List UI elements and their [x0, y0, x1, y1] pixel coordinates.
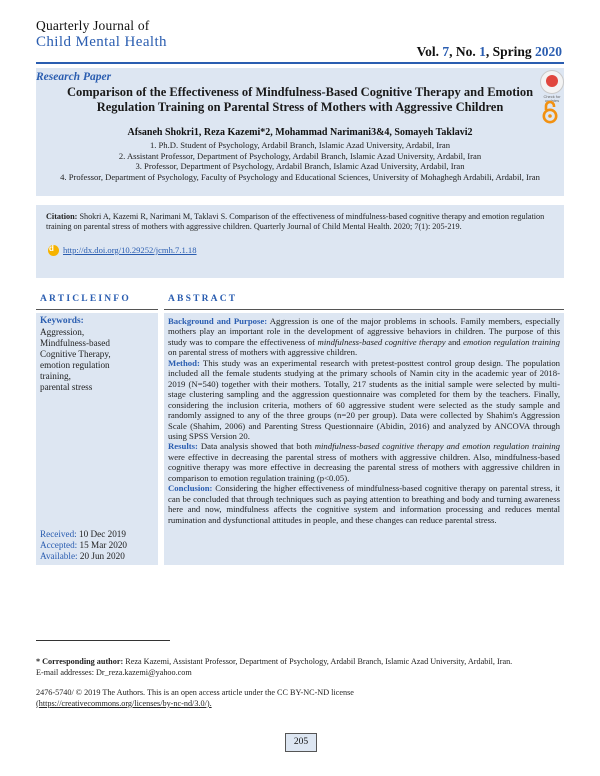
affiliations	[46, 140, 554, 182]
page-number: 205	[285, 733, 317, 752]
affiliation-3: 3. Professor, Department of Psychology, Ardabil Branch, Islamic Azad University, Ardabil, Iran	[135, 161, 465, 172]
doi-link[interactable]: http://dx.doi.org/10.29252/jcmh.7.1.18	[63, 245, 197, 255]
divider	[164, 309, 564, 310]
article-info-heading: ARTICLEINFO	[40, 294, 131, 304]
keyword: Mindfulness-based	[40, 338, 110, 348]
keyword: Aggression,	[40, 327, 85, 337]
affiliation-1: 1. Ph.D. Student of Psychology, Ardabil Branch, Islamic Azad University, Ardabil, Iran	[149, 140, 451, 150]
accepted-date: Accepted: 15 Mar 2020	[40, 540, 128, 550]
check-for-updates-icon[interactable]	[540, 70, 564, 103]
abstract-results: Results: Data analysis showed that both mindfulness-based cognitive therapy and emotion regulation training were effective in decreasing the parental stress of mothers with aggressive children. Also, mindfulness-based cognitive therapy was more effective in decreasing the parental stress of mothers with aggressive children in comparison to emotion regulation training (p<0.05).	[168, 441, 561, 483]
abstract-background: Background and Purpose: Aggression is one of the major problems in schools. Family members, especially mothers play an important role in the development of aggressive behaviors in children. The purpose of this study was to compare the effectiveness of mindfulness-based cognitive therapy and emotion regulation training on parental stress of mothers with aggressive children.	[168, 316, 560, 358]
corresponding-email: E-mail addresses: Dr_reza.kazemi@yahoo.com	[36, 667, 192, 677]
article-dates	[40, 529, 127, 562]
journal-name-line1: Quarterly Journal of	[36, 18, 150, 33]
footnote-rule	[36, 640, 170, 641]
author-list: Afsaneh Shokri1, Reza Kazemi*2, Mohammad Narimani3&4, Somayeh Taklavi2	[127, 127, 473, 138]
license-link[interactable]: (https://creativecommons.org/licenses/by-nc-nd/3.0/).	[36, 698, 212, 708]
abstract-body	[168, 316, 560, 525]
keywords-list	[40, 327, 154, 393]
abstract-conclusion: Conclusion: Considering the higher effectiveness of mindfulness-based cognitive therapy on parental stress, it can be concluded that through techniques such as paying attention to breathing and body and turning awareness here and now, mindfulness affects the cognitive system and information processing and reduces mental rumination and dysfunctional attitudes in people, and these changes can reduce parental stress.	[168, 483, 560, 525]
doi-icon: d	[48, 245, 59, 256]
journal-name-line2: Child Mental Health	[36, 34, 167, 50]
keyword: training,	[40, 371, 71, 381]
check-for-updates-caption: Check for updates	[543, 94, 561, 103]
available-date: Available: 20 Jun 2020	[40, 551, 125, 561]
article-type: Research Paper	[36, 71, 112, 83]
received-date: Received: 10 Dec 2019	[40, 529, 126, 539]
license-note: 2476-5740/ © 2019 The Authors. This is an open access article under the CC BY-NC-ND license (https://creativecommons.org/licenses/by-nc-nd/3.0/).	[36, 688, 354, 708]
affiliation-4: 4. Professor, Department of Psychology, Faculty of Psychology and Educational Sciences, University of Mohaghegh Ardabili, Ardabil, Iran	[60, 171, 540, 182]
keyword: parental stress	[40, 382, 93, 392]
keyword: Cognitive Therapy,	[40, 349, 111, 359]
abstract-heading: ABSTRACT	[168, 294, 238, 304]
affiliation-2: 2. Assistant Professor, Department of Psychology, Ardabil Branch, Islamic Azad University, Ardabil, Iran	[118, 150, 482, 161]
header-rule	[36, 62, 564, 64]
keywords-label: Keywords:	[40, 316, 84, 326]
keyword: emotion regulation	[40, 360, 110, 370]
citation-text: Citation: Shokri A, Kazemi R, Narimani M, Taklavi S. Comparison of the effectiveness of mindfulness-based cognitive therapy and emotion regulation training on parental stress of mothers with aggressive children. Quarterly Journal of Child Mental Health. 2020; 7(1): 205-219.	[46, 212, 545, 232]
volume-info: Vol. 7, No. 1, Spring 2020	[416, 44, 562, 59]
article-title: Comparison of the Effectiveness of Mindfulness-Based Cognitive Therapy and Emotion Regulation Training on Parental Stress of Mothers with Aggressive Children	[66, 85, 534, 114]
divider	[36, 309, 158, 310]
corresponding-author: * Corresponding author: Reza Kazemi, Assistant Professor, Department of Psychology, Ardabil Branch, Islamic Azad University, Ardabil, Iran. E-mail addresses: Dr_reza.kazemi@yahoo.com	[36, 657, 564, 678]
open-access-lock-icon	[541, 100, 559, 129]
abstract-method: Method: This study was an experimental research with pretest-posttest control group design. The population included all the female students studying at the primary schools of Namin city in the academic year of 2018-2019 (N=540) together with their mothers. Totally, 217 students as the initial sample were selected by multi-stage clustering sampling and the aggression questionnaire was completed for them by the teachers. Finally, considering the inclusion criteria, mothers of 60 aggressive student were selected as the study sample and randomly assigned to any of the three groups (n=20 per group). Data were collected by Shahim's Aggression Scale (Shahim, 2006) and Parenting Stress Questionnaire (Abidin, 2016) and analyzed by ANCOVA through using SPSS Version 20.	[168, 357, 561, 441]
